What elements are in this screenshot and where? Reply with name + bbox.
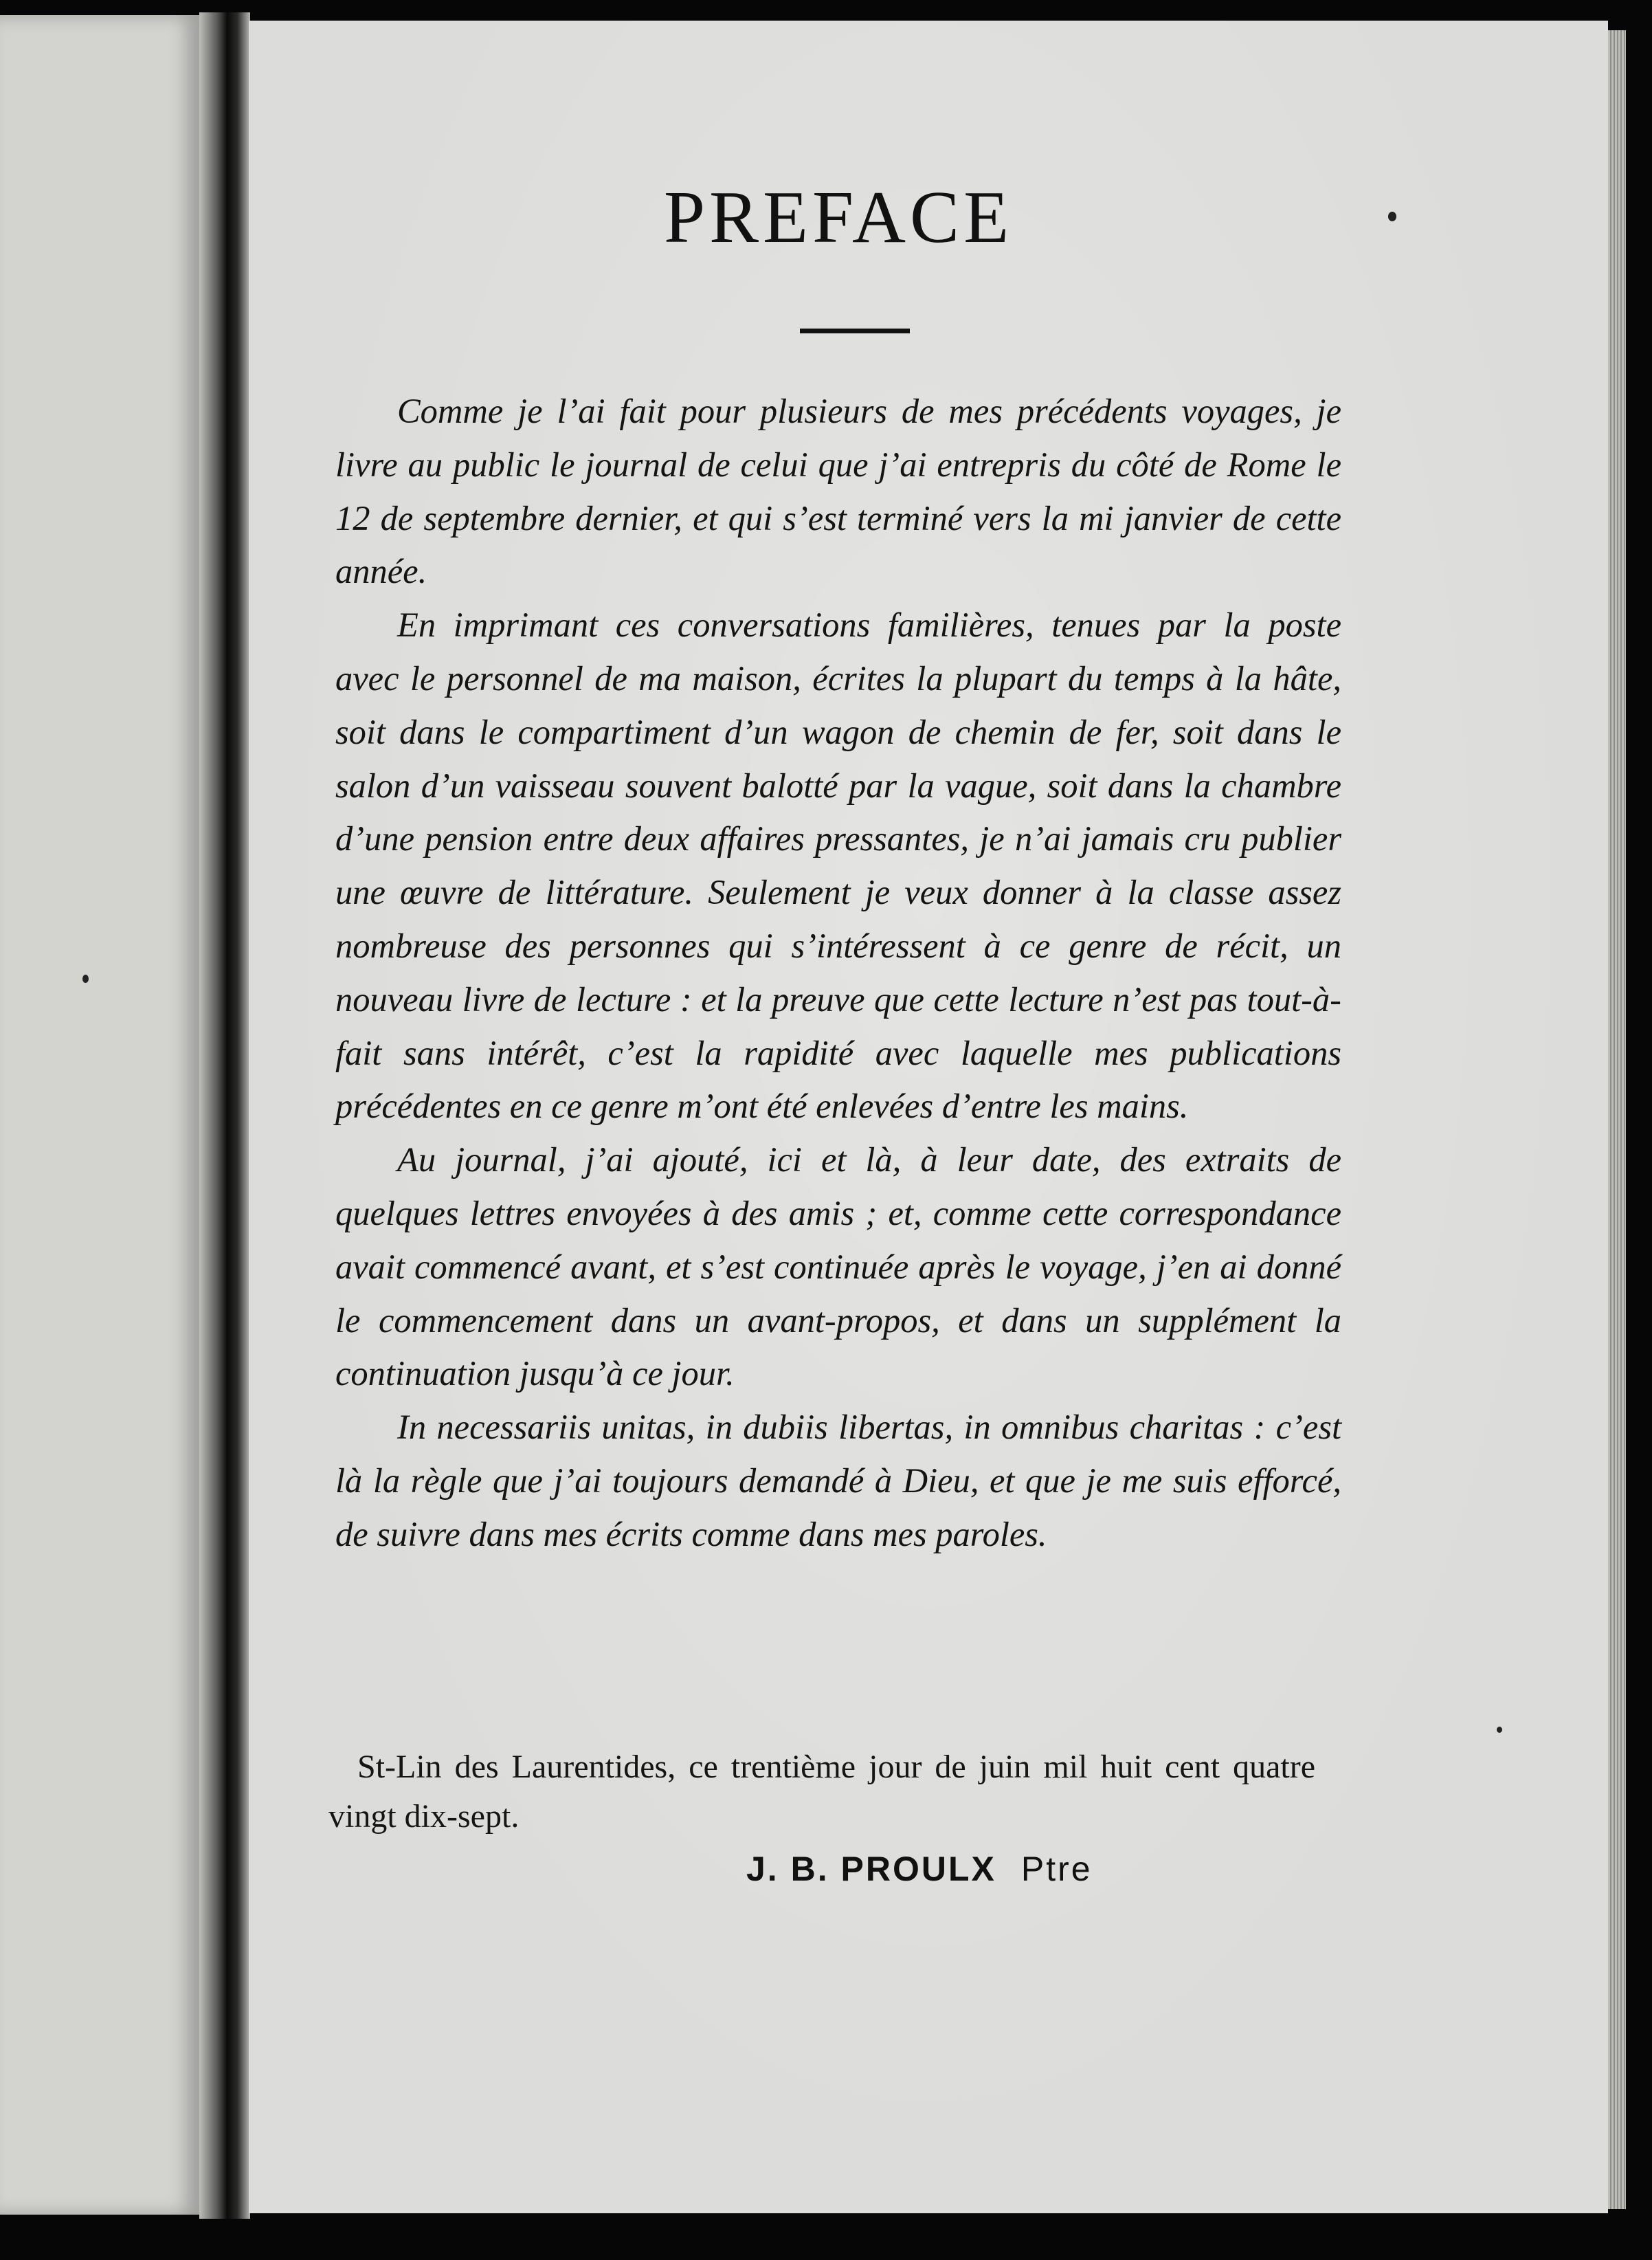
paragraph: In necessariis unitas, in dubiis libertas, in omnibus charitas : c’est là la règle que j’ai toujours demandé à Dieu, et que je me suis efforcé, de suivre dans mes écrits comme dans mes paroles. — [335, 1408, 1341, 1553]
preface-body — [335, 385, 1341, 1562]
book-spine — [199, 12, 250, 2219]
ink-speck — [1388, 212, 1396, 221]
facing-page — [0, 15, 199, 2215]
paragraph: Au journal, j’ai ajouté, ici et là, à leur date, des extraits de quelques lettres envoyées à des amis ; et, comme cette correspondance avait commencé avant, et s’est continuée après le voyage, j’en ai donné le commencement dans un avant-propos, et dans un supplément la continuation jusqu’à ce jour. — [335, 1140, 1341, 1393]
ink-speck — [1497, 1727, 1502, 1733]
closing-place-date: St-Lin des Laurentides, ce trentième jour de juin mil huit cent quatre vingt dix-sept. — [328, 1749, 1315, 1835]
signature-name: J. B. PROULX — [746, 1850, 996, 1888]
page-title: PREFACE — [663, 177, 1014, 258]
paragraph: En imprimant ces conversations familières, tenues par la poste avec le personnel de ma maison, écrites la plupart du temps à la hâte, soit dans le compartiment d’un wagon de chemin de fer, soit dans le salon d’un vaisseau souvent balotté par la vague, soit dans la chambre d’une pension entre deux affaires pressantes, je n’ai jamais cru publier une œuvre de littérature. Seulement je veux donner à la classe assez nombreuse des personnes qui s’intéressent à ce genre de récit, un nouveau livre de lecture : et la preuve que cette lecture n’est pas tout-à-fait sans intérêt, c’est la rapidité avec laquelle mes publications précédentes en ce genre m’ont été enlevées d’entre les mains. — [335, 606, 1341, 1126]
ink-speck — [82, 975, 89, 983]
title-rule — [800, 329, 910, 333]
page-edge — [1608, 30, 1626, 2209]
paragraph: Comme je l’ai fait pour plusieurs de mes précédents voyages, je livre au public le journal de celui que j’ai entrepris du côté de Rome le 12 de septembre dernier, et qui s’est terminé vers la mi janvier de cette année. — [335, 392, 1341, 591]
signature-suffix: Ptre — [1020, 1850, 1093, 1888]
signature — [746, 1849, 1093, 1889]
